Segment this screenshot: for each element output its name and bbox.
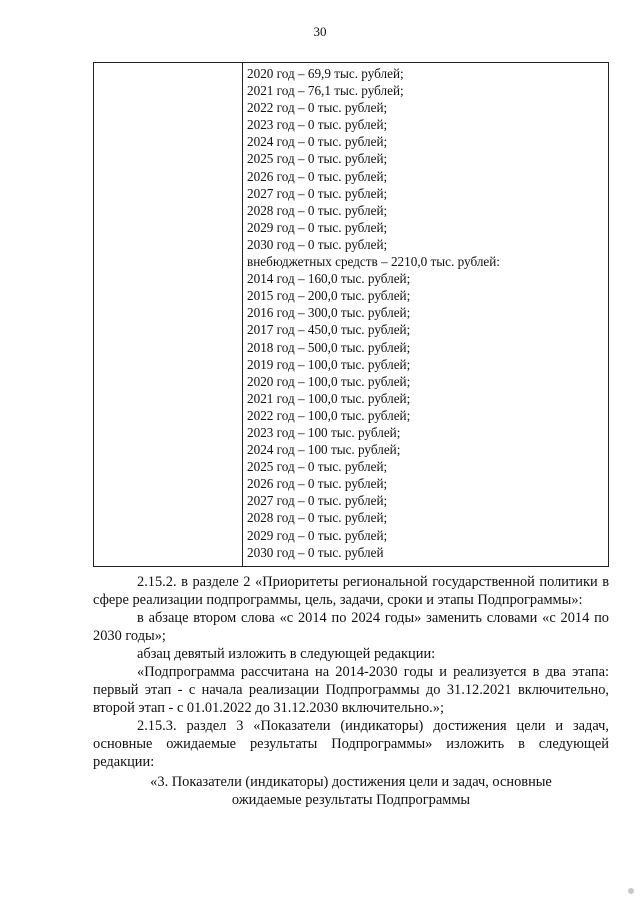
budget-line: 2022 год – 0 тыс. рублей; — [247, 100, 388, 116]
section-heading-line-1: «3. Показатели (индикаторы) достижения цели и задач, основные — [150, 774, 552, 790]
budget-line: внебюджетных средств – 2210,0 тыс. рублей: — [247, 254, 500, 270]
budget-line: 2030 год – 0 тыс. рублей — [247, 544, 384, 560]
budget-line: 2014 год – 160,0 тыс. рублей; — [247, 271, 411, 287]
budget-table — [93, 62, 609, 567]
budget-line: 2020 год – 69,9 тыс. рублей; — [247, 66, 404, 81]
budget-line: 2030 год – 0 тыс. рублей; — [247, 236, 388, 252]
budget-line: 2022 год – 100,0 тыс. рублей; — [247, 407, 411, 423]
budget-line: 2021 год – 76,1 тыс. рублей; — [247, 83, 404, 99]
budget-line: 2025 год – 0 тыс. рублей; — [247, 459, 388, 475]
paragraph-2-15-2: 2.15.2. в разделе 2 «Приоритеты региональной государственной политики в сфере реализации подпрограммы, цель, задачи, сроки и этапы Подпрограммы»: — [93, 574, 609, 608]
page-number: 30 — [313, 24, 327, 39]
budget-line: 2028 год – 0 тыс. рублей; — [247, 510, 388, 526]
section-heading-line-2: ожидаемые результаты Подпрограммы — [231, 792, 471, 808]
budget-line: 2026 год – 0 тыс. рублей; — [247, 476, 388, 492]
amendment-text — [93, 573, 609, 809]
budget-line: 2019 год – 100,0 тыс. рублей; — [247, 356, 411, 372]
budget-line: 2023 год – 0 тыс. рублей; — [247, 117, 388, 133]
scan-mark — [628, 888, 634, 894]
section-heading — [93, 773, 609, 809]
table-right-cell — [243, 63, 608, 566]
paragraph-quoted-stages: «Подпрограмма рассчитана на 2014-2030 годы и реализуется в два этапа: первый этап - с начала реализации Подпрограммы до 31.12.2021 включительно, второй этап - с 01.01.2022 до 31.12.2030 включительно.»; — [93, 664, 609, 716]
budget-line: 2015 год – 200,0 тыс. рублей; — [247, 288, 411, 304]
budget-line: 2028 год – 0 тыс. рублей; — [247, 202, 388, 218]
budget-line: 2021 год – 100,0 тыс. рублей; — [247, 390, 411, 406]
budget-line: 2027 год – 0 тыс. рублей; — [247, 185, 388, 201]
budget-line: 2024 год – 100 тыс. рублей; — [247, 442, 401, 458]
budget-line: 2024 год – 0 тыс. рублей; — [247, 134, 388, 150]
budget-line: 2026 год – 0 тыс. рублей; — [247, 168, 388, 184]
paragraph-ninth-abzac: абзац девятый изложить в следующей редакции: — [137, 646, 436, 662]
table-left-cell — [94, 63, 243, 566]
paragraph-second-abzac: в абзаце втором слова «с 2014 по 2024 годы» заменить словами «с 2014 по 2030 годы»; — [93, 610, 609, 644]
budget-line: 2027 год – 0 тыс. рублей; — [247, 493, 388, 509]
paragraph-2-15-3: 2.15.3. раздел 3 «Показатели (индикаторы) достижения цели и задач, основные ожидаемые результаты Подпрограммы» изложить в следующей редакции: — [93, 718, 609, 770]
budget-line: 2029 год – 0 тыс. рублей; — [247, 527, 388, 543]
budget-line: 2017 год – 450,0 тыс. рублей; — [247, 322, 411, 338]
budget-line: 2020 год – 100,0 тыс. рублей; — [247, 373, 411, 389]
budget-line: 2018 год – 500,0 тыс. рублей; — [247, 339, 411, 355]
budget-line: 2023 год – 100 тыс. рублей; — [247, 424, 401, 440]
budget-line: 2025 год – 0 тыс. рублей; — [247, 151, 388, 167]
budget-line: 2016 год – 300,0 тыс. рублей; — [247, 305, 411, 321]
budget-line: 2029 год – 0 тыс. рублей; — [247, 219, 388, 235]
